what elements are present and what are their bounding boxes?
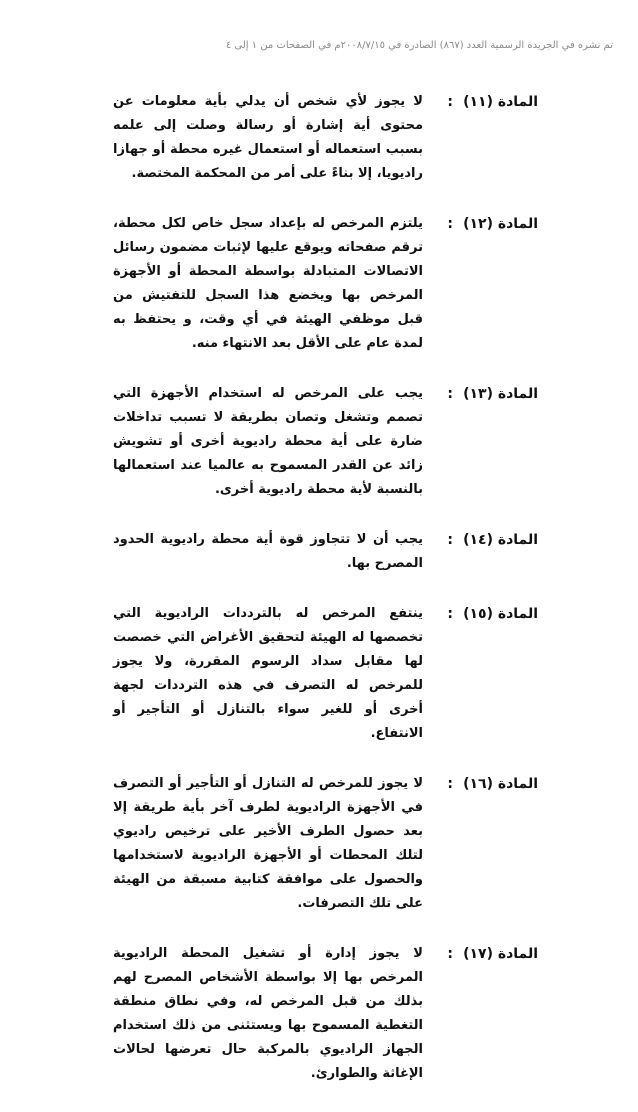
article-colon: : <box>447 946 453 962</box>
article-number: المادة (١٣) <box>463 386 538 402</box>
article-number: المادة (١٦) <box>463 776 538 792</box>
article-colon: : <box>447 386 453 402</box>
articles-list <box>0 90 638 1112</box>
article-text: لا يجوز إدارة أو تشغيل المحطة الراديوية المرخص بها إلا بواسطة الأشخاص المصرح لهم بذلك من قبل المرخص له، وفي نطاق منطقة التغطية المسموح بها ويستثنى من ذلك استخدام الجهاز الراديوي بالمركبة حال تعرضها لحالات الإغاثة والطوارئ. <box>113 946 423 1081</box>
article-text: لا يجوز للمرخص له التنازل أو التأجير أو التصرف في الأجهزة الراديوية لطرف آخر بأية طريقة إلا بعد حصول الطرف الأخير على ترخيص راديوي لتلك المحطات أو الأجهزة الراديوية لاستخدامها والحصول على موافقة كتابية مسبقة من الهيئة على تلك التصرفات. <box>113 776 423 911</box>
article-colon: : <box>447 776 453 792</box>
article-number: المادة (١٢) <box>463 216 538 232</box>
article-text: يجب أن لا تتجاوز قوة أية محطة راديوية الحدود المصرح بها. <box>113 532 423 571</box>
article-16 <box>0 772 638 916</box>
article-number: المادة (١٧) <box>463 946 538 962</box>
article-15 <box>0 602 638 746</box>
page-header: تم نشره في الجريدة الرسمية العدد (٨٦٧) الصادرة في ٢٠٠٨/٧/١٥م في الصفحات من ١ إلى ٤ <box>225 40 613 51</box>
article-text: لا يجوز لأي شخص أن يدلي بأية معلومات عن محتوى أية إشارة أو رسالة وصلت إلى علمه بسبب استعماله أو استعمال غيره محطة أو جهازا راديويا، إلا بناءً على أمر من المحكمة المختصة. <box>113 94 423 181</box>
article-colon: : <box>447 606 453 622</box>
article-13 <box>0 382 638 502</box>
article-colon: : <box>447 532 453 548</box>
article-number: المادة (١١) <box>463 94 538 110</box>
article-14 <box>0 528 638 576</box>
article-colon: : <box>447 94 453 110</box>
article-text: يجب على المرخص له استخدام الأجهزة التي تصمم وتشغل وتصان بطريقة لا تسبب تداخلات ضارة على أية محطة راديوية أخرى أو تشويش زائد عن القدر المسموح به عالميا عند استعمالها بالنسبة لأية محطة راديوية أخرى. <box>113 386 423 497</box>
article-text: يلتزم المرخص له بإعداد سجل خاص لكل محطة، ترقم صفحاته ويوقع عليها لإثبات مضمون رسائل الاتصالات المتبادلة بواسطة المحطة أو الأجهزة المرخص بها ويخضع هذا السجل للتفتيش من قبل موظفي الهيئة في أي وقت، و يحتفظ به لمدة عام على الأقل بعد الانتهاء منه. <box>113 216 423 351</box>
article-text: ينتفع المرخص له بالترددات الراديوية التي تخصصها له الهيئة لتحقيق الأغراض التي خصصت لها مقابل سداد الرسوم المقررة، ولا يجوز للمرخص له التصرف في هذه الترددات لجهة أخرى أو للغير سواء بالتنازل أو التأجير أو الانتفاع. <box>113 606 423 741</box>
article-number: المادة (١٥) <box>463 606 538 622</box>
article-12 <box>0 212 638 356</box>
article-colon: : <box>447 216 453 232</box>
article-17 <box>0 942 638 1086</box>
article-11 <box>0 90 638 186</box>
article-number: المادة (١٤) <box>463 532 538 548</box>
